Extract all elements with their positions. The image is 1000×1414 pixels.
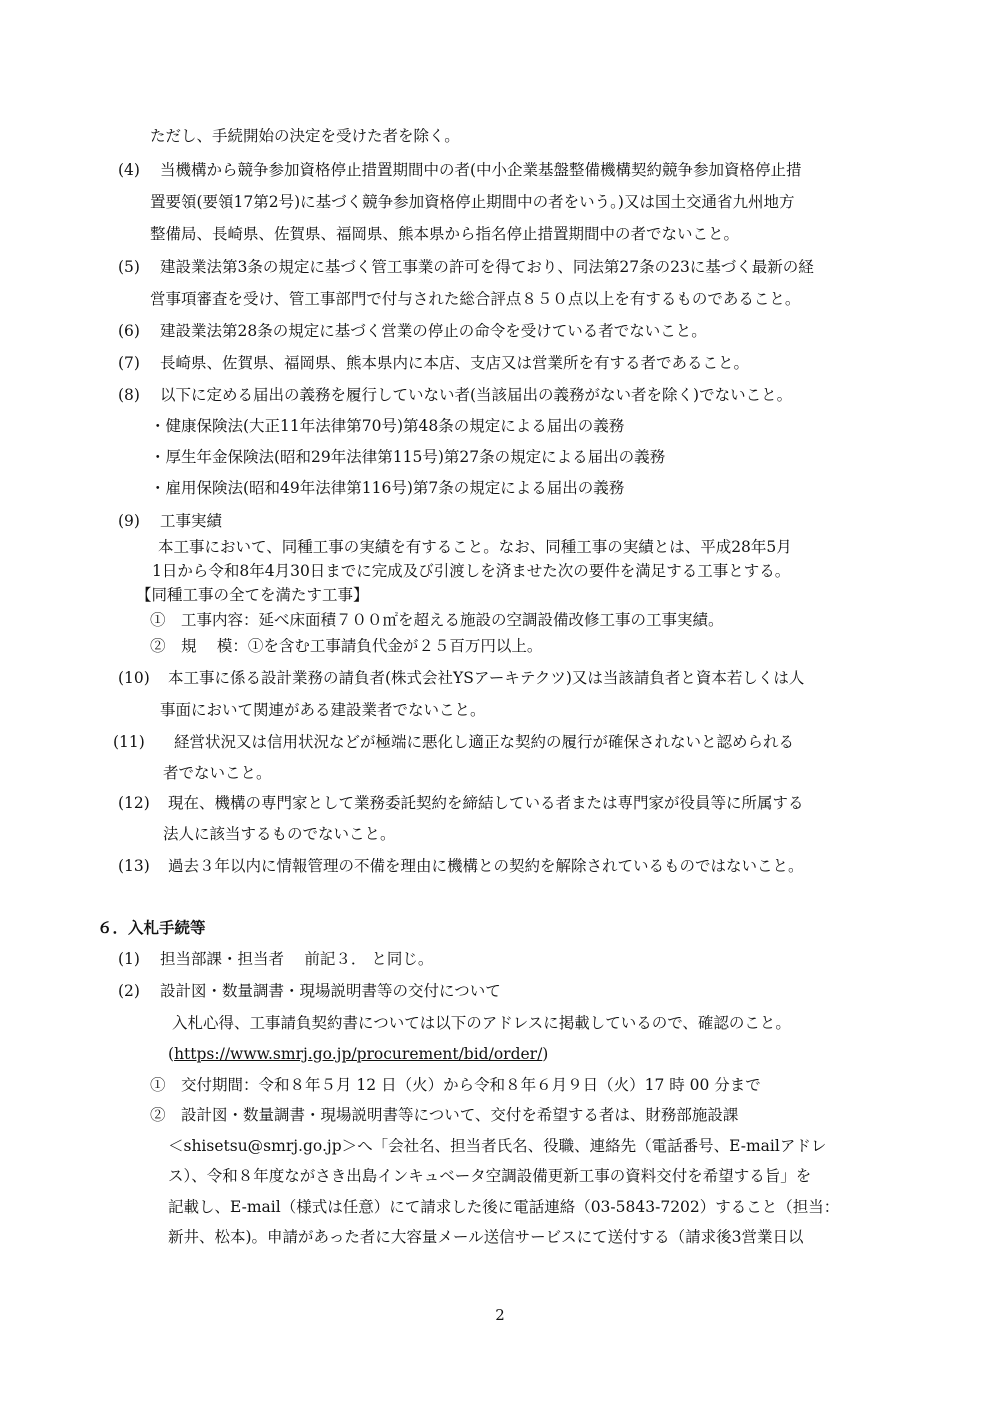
text-line: 長崎県、佐賀県、福岡県、熊本県内に本店、支店又は営業所を有する者であること。 (160, 354, 750, 372)
order-page-link[interactable]: https://www.smrj.go.jp/procurement/bid/order/ (174, 1045, 543, 1063)
bullet-line: ・雇用保険法(昭和49年法律第116号)第7条の規定による届出の義務 (150, 479, 625, 497)
paren-close: ) (542, 1045, 549, 1063)
item-number: (10) (118, 669, 150, 687)
text-line: 者でないこと。 (163, 764, 272, 782)
text-line: 建設業法第3条の規定に基づく管工事業の許可を得ており、同法第27条の23に基づく最新の経 (160, 258, 814, 276)
item-number: (4) (118, 161, 140, 179)
text-line: 営事項審査を受け、管工事部門で付与された総合評点８５０点以上を有するものであること。 (150, 290, 801, 308)
item-number: (11) (113, 733, 145, 751)
text-line: 経営状況又は信用状況などが極端に悪化し適正な契約の履行が確保されないと認められる (174, 733, 795, 751)
item-number: (6) (118, 322, 140, 340)
text-line: ① 交付期間：令和８年５月 12 日（火）から令和８年６月９日（火）17 時 00 分まで (150, 1076, 761, 1094)
text-line: 本工事に係る設計業務の請負者(株式会社YSアーキテクツ)又は当該請負者と資本若しくは人 (168, 669, 805, 687)
text-line: 入札心得、工事請負契約書については以下のアドレスに掲載しているので、確認のこと。 (172, 1014, 791, 1032)
text-line: 事面において関連がある建設業者でないこと。 (160, 701, 486, 719)
text-line: 法人に該当するものでないこと。 (163, 825, 396, 843)
text-line: ② 設計図・数量調書・現場説明書等について、交付を希望する者は、財務部施設課 (150, 1106, 739, 1124)
item-number: (8) (118, 386, 140, 404)
text-line: 置要領(要領17第2号)に基づく競争参加資格停止期間中の者をいう。)又は国土交通省九州地方 (150, 193, 795, 211)
item-number: (9) (118, 512, 140, 530)
item-number: (7) (118, 354, 140, 372)
item-number: (5) (118, 258, 140, 276)
page-number: 2 (495, 1306, 505, 1324)
item-number: (13) (118, 857, 150, 875)
item-number: (1) (118, 950, 140, 968)
url-line (168, 1044, 548, 1064)
text-line: ス）、令和８年度ながさき出島インキュベータ空調設備更新工事の資料交付を希望する旨」を (168, 1167, 812, 1185)
text-line: 【同種工事の全てを満たす工事】 (136, 586, 369, 604)
item-number: (12) (118, 794, 150, 812)
text-line: ① 工事内容：延べ床面積７００㎡を超える施設の空調設備改修工事の工事実績。 (150, 611, 724, 629)
text-line: 担当部課・担当者 前記３． と同じ。 (160, 950, 434, 968)
paren-open: ( (168, 1045, 175, 1063)
section-heading: ６．入札手続等 (97, 918, 206, 937)
text-line: 以下に定める届出の義務を履行していない者(当該届出の義務がない者を除く)でないこと。 (160, 386, 793, 404)
text-line: 新井、松本)。申請があった者に大容量メール送信サービスにて送付する（請求後3営業日以 (168, 1228, 804, 1246)
text-line: ただし、手続開始の決定を受けた者を除く。 (150, 127, 460, 145)
text-line: 過去３年以内に情報管理の不備を理由に機構との契約を解除されているものではないこと。 (168, 857, 804, 875)
text-line: ② 規 模：①を含む工事請負代金が２５百万円以上。 (150, 637, 543, 655)
text-line: 整備局、長崎県、佐賀県、福岡県、熊本県から指名停止措置期間中の者でないこと。 (150, 225, 740, 243)
bullet-line: ・健康保険法(大正11年法律第70号)第48条の規定による届出の義務 (150, 417, 625, 435)
text-line: 1日から令和8年4月30日までに完成及び引渡しを済ませた次の要件を満足する工事とする。 (152, 562, 791, 580)
text-line: 現在、機構の専門家として業務委託契約を締結している者または専門家が役員等に所属する (168, 794, 804, 812)
text-line: 建設業法第28条の規定に基づく営業の停止の命令を受けている者でないこと。 (160, 322, 707, 340)
bullet-line: ・厚生年金保険法(昭和29年法律第115号)第27条の規定による届出の義務 (150, 448, 666, 466)
item-number: (2) (118, 982, 140, 1000)
text-line: 当機構から競争参加資格停止措置期間中の者(中小企業基盤整備機構契約競争参加資格停止措 (160, 161, 802, 179)
text-line: 工事実績 (160, 512, 223, 530)
text-line: ＜shisetsu@smrj.go.jp＞へ「会社名、担当者氏名、役職、連絡先（電話番号、E-mailアドレ (168, 1137, 827, 1155)
text-line: 本工事において、同種工事の実績を有すること。なお、同種工事の実績とは、平成28年5月 (158, 538, 792, 556)
text-line: 設計図・数量調書・現場説明書等の交付について (160, 982, 501, 1000)
text-line: 記載し、E-mail（様式は任意）にて請求した後に電話連絡（03-5843-7202）すること（担当： (168, 1198, 840, 1216)
